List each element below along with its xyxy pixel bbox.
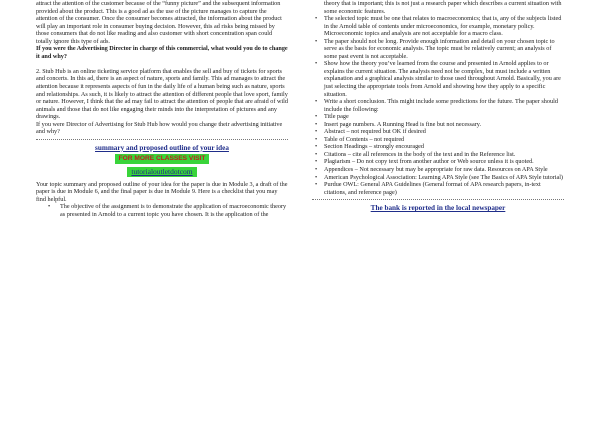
bullet-icon: •	[315, 128, 318, 136]
bullet-icon: •	[315, 98, 318, 106]
dotted-divider	[36, 139, 288, 140]
list-item: • Appendices – Not necessary but may be appropriate for raw data. Resources on APA Style	[315, 166, 548, 174]
list-item: • The paper should not be long. Provide enough information and detail on your chosen topic to serve as the basis for economic analysis. The topic must be relatively current; an analysis of some past event is not acceptable.	[315, 37, 555, 60]
bullet-icon: •	[315, 158, 318, 166]
tutorial-outlet-link[interactable]: tutorialoutletdotcom	[127, 167, 196, 177]
paragraph-ad-analysis: attract the attention of the customer because of the “funny picture” and the subsequent information provided about the product. This is a good ad as the use of the picture manages to capture the attention of the consumer. Once the consumer becomes attracted, the information about the product will play an important role in consumer buying decision. However, this ad risks being missed by those consumers that do not like reading and also customer with short concentration span could totally ignore this type of ads.	[36, 0, 282, 45]
bullet-icon: •	[315, 166, 318, 174]
bullet-icon: •	[48, 203, 51, 211]
bullet-icon: •	[315, 173, 318, 181]
bullet-icon: •	[315, 120, 318, 128]
left-column	[36, 0, 288, 219]
list-item: • The selected topic must be one that relates to macroeconomics; that is, any of the subjects listed in the Arnold table of contents under microeconomics, for example, monetary policy. Microeconomic topics and analysis are not acceptable for a macro class.	[315, 15, 562, 38]
paragraph-topic-summary: Your topic summary and proposed outline of your idea for the paper is due in Module 3, a draft of the paper is due in Module 6, and the final paper is due in Module 9. Here is a checklist that you may find helpful.	[36, 180, 288, 203]
bullet-icon: •	[315, 143, 318, 151]
list-item: • Purdue OWL: General APA Guidelines (General format of APA research papers, in-text citations, and reference page)	[315, 181, 541, 196]
question-stubhub-director: If you were Director of Advertising for Stub Hub how would you change their advertising initiative and why?	[36, 120, 283, 136]
list-item: • Plagiarism – Do not copy text from another author or Web source unless it is quoted.	[315, 158, 534, 166]
list-item: • Title page	[315, 113, 349, 121]
list-item: • Abstract – not required but OK if desired	[315, 128, 426, 136]
list-item: • Insert page numbers. A Running Head is fine but not necessary.	[315, 120, 481, 128]
more-classes-banner: FOR MORE CLASSES VISIT	[115, 154, 210, 164]
bullet-icon: •	[315, 15, 318, 23]
bullet-icon: •	[315, 113, 318, 121]
dotted-divider	[312, 199, 564, 200]
list-item: • Table of Contents – not required	[315, 135, 405, 143]
list-item: • Write a short conclusion. This might include some predictions for the future. The paper should include the following:	[315, 98, 558, 113]
bank-newspaper-link[interactable]: The bank is reported in the local newspaper	[370, 204, 506, 213]
paragraph-continuation: theory that is important; this is not just a research paper which describes a current situation with some economic features.	[324, 0, 562, 15]
right-column	[312, 0, 564, 213]
list-item: • Show how the theory you’ve learned from the course and presented in Arnold applies to or explains the current situation. The analysis need not be complex, but must include a written explanation and a graphical analysis similar to those used throughout Arnold. Basically, you are just selecting the appropriate tools from Arnold and showing how they apply to a specific situation.	[315, 60, 561, 98]
bullet-icon: •	[315, 181, 318, 189]
list-item: • Citations – cite all references in the body of the text and in the Reference list.	[315, 150, 516, 158]
bullet-icon: •	[315, 60, 318, 68]
summary-outline-link[interactable]: summary and proposed outline of your idea	[95, 143, 229, 152]
list-item: • The objective of the assignment is to demonstrate the application of macroeconomic theory as presented in Arnold to a current topic you have chosen. It is the application of the	[48, 203, 287, 218]
question-advertising-director: If you were the Advertising Director in charge of this commercial, what would you do to change it and why?	[36, 45, 288, 60]
list-item: • American Psychological Association: Learning APA Style (see The Basics of APA Style tutorial)	[315, 173, 563, 181]
list-item: • Section Headings – strongly encouraged	[315, 143, 425, 151]
checklist	[312, 15, 564, 196]
paragraph-stubhub: 2. Stub Hub is an online ticketing service platform that enables the sell and buy of tickets for sports and concerts. In this ad, there is an aspect of nature, sports and family. This ad manages to attract the attention because it represents aspects of fun in the daily life of a human being such as nature, sports and relationships. As such, it is likely to attract the attention of different people that love sport, family or nature. However, I think that the ad may fail to attract the attention of people that are afraid of wild animals and those that do not like engaging their minds into the interpretation of pictures and any drawings.	[36, 67, 288, 121]
bullet-icon: •	[315, 135, 318, 143]
bullet-icon: •	[315, 37, 318, 45]
bullet-icon: •	[315, 150, 318, 158]
